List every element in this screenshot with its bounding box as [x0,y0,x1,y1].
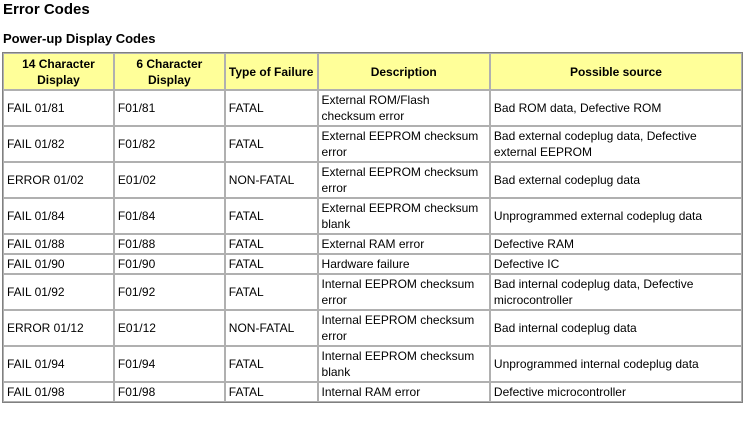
cell-possible-source: Unprogrammed external codeplug data [490,198,742,234]
cell-6-char: F01/84 [114,198,225,234]
header-possible-source: Possible source [490,53,742,90]
cell-14-char: FAIL 01/94 [3,346,114,382]
table-row [3,254,742,274]
cell-description: External RAM error [318,234,490,254]
table-row [3,382,742,402]
cell-possible-source: Defective microcontroller [490,382,742,402]
cell-14-char: ERROR 01/12 [3,310,114,346]
table-row [3,162,742,198]
cell-possible-source: Bad external codeplug data [490,162,742,198]
cell-description: Internal EEPROM checksum error [318,274,490,310]
cell-failure-type: FATAL [225,274,318,310]
cell-description: External ROM/Flash checksum error [318,90,490,126]
cell-14-char: FAIL 01/82 [3,126,114,162]
cell-failure-type: FATAL [225,198,318,234]
cell-failure-type: NON-FATAL [225,162,318,198]
cell-description: Internal EEPROM checksum blank [318,346,490,382]
cell-6-char: F01/88 [114,234,225,254]
cell-14-char: ERROR 01/02 [3,162,114,198]
cell-failure-type: FATAL [225,346,318,382]
cell-description: Internal EEPROM checksum error [318,310,490,346]
cell-description: External EEPROM checksum error [318,126,490,162]
cell-6-char: E01/02 [114,162,225,198]
cell-14-char: FAIL 01/92 [3,274,114,310]
cell-6-char: F01/82 [114,126,225,162]
cell-6-char: F01/92 [114,274,225,310]
page-title: Error Codes [3,1,90,18]
cell-14-char: FAIL 01/84 [3,198,114,234]
cell-possible-source: Defective IC [490,254,742,274]
table-row [3,126,742,162]
table-row [3,234,742,254]
cell-failure-type: FATAL [225,234,318,254]
cell-failure-type: NON-FATAL [225,310,318,346]
header-14-char-display: 14 Character Display [3,53,114,90]
cell-6-char: F01/81 [114,90,225,126]
table-row [3,90,742,126]
table-header-row [3,53,742,90]
cell-description: External EEPROM checksum blank [318,198,490,234]
header-type-of-failure: Type of Failure [225,53,318,90]
cell-possible-source: Bad internal codeplug data [490,310,742,346]
cell-possible-source: Bad ROM data, Defective ROM [490,90,742,126]
cell-possible-source: Bad internal codeplug data, Defective microcontroller [490,274,742,310]
cell-14-char: FAIL 01/81 [3,90,114,126]
cell-14-char: FAIL 01/88 [3,234,114,254]
cell-6-char: E01/12 [114,310,225,346]
cell-possible-source: Defective RAM [490,234,742,254]
cell-failure-type: FATAL [225,382,318,402]
cell-description: External EEPROM checksum error [318,162,490,198]
cell-possible-source: Bad external codeplug data, Defective external EEPROM [490,126,742,162]
cell-6-char: F01/98 [114,382,225,402]
cell-failure-type: FATAL [225,126,318,162]
cell-6-char: F01/90 [114,254,225,274]
cell-14-char: FAIL 01/90 [3,254,114,274]
cell-14-char: FAIL 01/98 [3,382,114,402]
table-row [3,198,742,234]
table-row [3,274,742,310]
cell-description: Hardware failure [318,254,490,274]
cell-failure-type: FATAL [225,90,318,126]
cell-possible-source: Unprogrammed internal codeplug data [490,346,742,382]
cell-description: Internal RAM error [318,382,490,402]
header-6-char-display: 6 Character Display [114,53,225,90]
cell-failure-type: FATAL [225,254,318,274]
header-description: Description [318,53,490,90]
section-title: Power-up Display Codes [3,31,156,46]
table-row [3,310,742,346]
error-codes-table [2,52,743,403]
cell-6-char: F01/94 [114,346,225,382]
table-row [3,346,742,382]
